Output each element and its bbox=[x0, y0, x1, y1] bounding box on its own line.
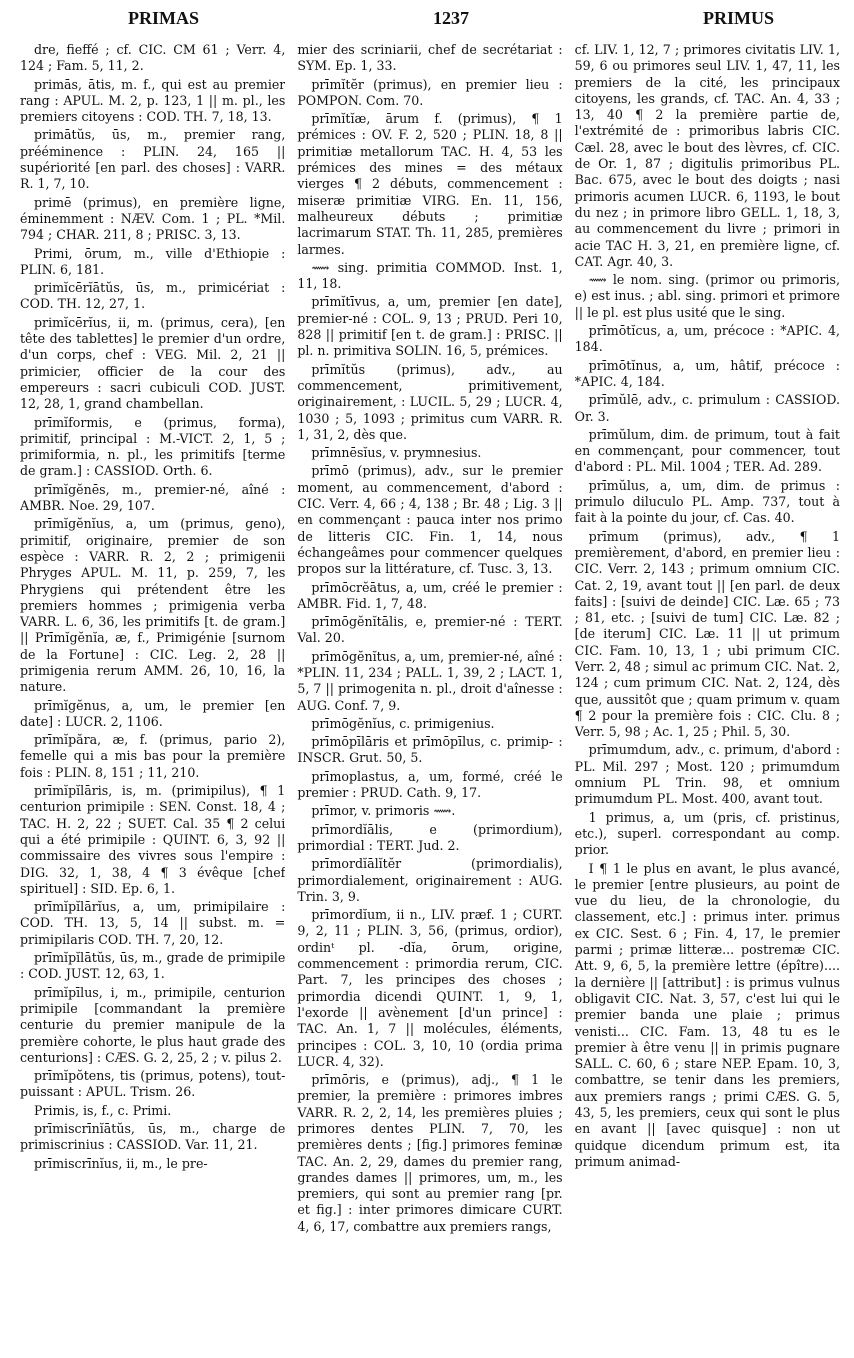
dictionary-entry: prīmŭlum, dim. de primum, tout à fait en commençant, pour commencer, tout d'abord : PL. Mil. 1004 ; TER. Ad. 289. bbox=[574, 426, 840, 475]
dictionary-entry: Primi, ōrum, m., ville d'Ethiopie : PLIN. 6, 181. bbox=[20, 245, 286, 277]
dictionary-entry: prīmordĭālĭtĕr (primordialis), primordialement, originairement : AUG. Trin. 3, 9. bbox=[297, 856, 563, 904]
dictionary-entry: primātŭs, ūs, m., premier rang, prééminence : PLIN. 24, 165 || supériorité [en parl. des choses] : VARR. R. 1, 7, 10. bbox=[20, 127, 286, 192]
dictionary-entry: Primis, is, f., c. Primi. bbox=[34, 1102, 172, 1118]
dictionary-entry: prīmĭtŭs (primus), adv., au commencement, primitivement, originairement, : LUCIL. 5, 29 ; LUCR. 4, 1030 ; 5, 1093 ; primitus cum VARR. R. 1, 31, 2, dès que. bbox=[297, 361, 563, 442]
dictionary-entry: prīmŭlus, a, um, dim. de primus : primulo diluculo PL. Amp. 737, tout à fait à la pointe du jour, cf. Cas. 40. bbox=[574, 477, 840, 526]
dictionary-entry: prīmĭpŏtens, tis (primus, potens), tout-puissant : APUL. Trism. 26. bbox=[20, 1068, 286, 1100]
dictionary-entry: prīmōgĕnĭtālis, e, premier-né : TERT. Val. 20. bbox=[297, 614, 563, 646]
dictionary-entry: prīmĭpĭlātŭs, ūs, m., grade de primipile : COD. JUST. 12, 63, 1. bbox=[20, 950, 286, 982]
dictionary-entry: prīmĭpĭlāris, is, m. (primipilus), ¶ 1 centurion primipile : SEN. Const. 18, 4 ; TAC. H. 2, 22 ; SUET. Cal. 35 ¶ 2 celui qui a été primipile : QUINT. 6, 3, 92 || commissaire des vivres sous l'empire : DIG. 32, 1, 38, 4 ¶ 3 évêque [chef spirituel] : SID. Ep. 6, 1. bbox=[20, 783, 286, 896]
dictionary-entry: prīmordĭum, ii n., LIV. præf. 1 ; CURT. 9, 2, 11 ; PLIN. 3, 56, (primus, ordior), ordinᵗ pl. -dĭa, ōrum, origine, commencement : primordia rerum, CIC. Part. 7, les principes des choses ; primordia dicendi QUINT. 1, 9, 1, l'exorde || avènement [d'un prince] : TAC. An. 1, 7 || molécules, éléments, principes : COL. 3, 10, 10 (ordia prima LUCR. 4, 32). bbox=[297, 907, 563, 1069]
dictionary-entry: prīmōris, e (primus), adj., ¶ 1 le premier, la première : primores imbres VARR. R. 2, 2, 14, les premières pluies ; primores dentes PLIN. 7, 70, les premières dents ; [fig.] primores feminæ TAC. An. 2, 29, dames du premier rang, grandes dames || primores, um, m., les premiers, qui sont au premier rang [pr. et fig.] : inter primores dimicare CURT. 4, 6, 17, combattre aux premiers rangs, bbox=[297, 1072, 563, 1234]
dictionary-entry: prīmŭlē, adv., c. primulum : CASSIOD. Or. 3. bbox=[574, 392, 840, 424]
dictionary-entry: prīmĭgĕnēs, m., premier-né, aîné : AMBR. Noe. 29, 107. bbox=[20, 481, 286, 514]
text-columns bbox=[20, 42, 840, 1352]
page-number: 1237 bbox=[432, 8, 469, 28]
dictionary-entry: prīmĭgĕnus, a, um, le premier [en date] : LUCR. 2, 1106. bbox=[20, 697, 286, 729]
dictionary-entry: prīmōtĭcus, a, um, précoce : *APIC. 4, 184. bbox=[574, 323, 840, 355]
dictionary-entry: prīmnēsĭus, v. prymnesius. bbox=[311, 445, 482, 461]
header-right-guideword: PRIMUS bbox=[702, 8, 774, 28]
dictionary-entry: primĭcērĭātŭs, ūs, m., primicériat : COD. TH. 12, 27, 1. bbox=[20, 280, 286, 312]
dictionary-entry: prīmō (primus), adv., sur le premier moment, au commencement, d'abord : CIC. Verr. 4, 66 ; 4, 138 ; Br. 48 ; Lig. 3 || en commençant : pauca inter nos primo de litteris CIC. Fin. 1, 14, nous échangeâmes pour commencer quelques propos sur la littérature, cf. Tusc. 3, 13. bbox=[297, 463, 563, 577]
dictionary-entry: ⟿ le nom. sing. (primor ou primoris, e) est inus. ; abl. sing. primori et primore || le pl. est plus usité que le sing. bbox=[574, 272, 840, 320]
dictionary-entry: prīmĭpĭlārĭus, a, um, primipilaire : COD. TH. 13, 5, 14 || subst. m. = primipilaris COD. TH. 7, 20, 12. bbox=[20, 899, 286, 947]
dictionary-entry: prīmumdum, adv., c. primum, d'abord : PL. Mil. 297 ; Most. 120 ; primumdum omnium PL Trin. 98, et omnium primumdum PL. Most. 400, avant tout. bbox=[574, 742, 840, 807]
dictionary-entry: prīmōpīlāris et prīmōpīlus, c. primip- : INSCR. Grut. 50, 5. bbox=[297, 734, 563, 766]
dictionary-entry: prīmor, v. primoris ⟿. bbox=[311, 803, 456, 819]
dictionary-entry: prīmum (primus), adv., ¶ 1 premièrement, d'abord, en premier lieu : CIC. Verr. 2, 143 ; primum omnium CIC. Cat. 2, 19, avant tout || [en parl. de deux faits] : [suivi de deinde] CIC. Læ. 65 ; 73 ; 81, etc. ; [suivi de tum] CIC. Læ. 82 ; [de iterum] CIC. Læ. 11 || ut primum CIC. Fam. 10, 13, 1 ; ubi primum CIC. Verr. 2, 48 ; simul ac primum CIC. Nat. 2, 124 ; cum primum CIC. Nat. 2, 124, dès que, aussitôt que ; quam primum v. quam ¶ 2 pour la première fois : CIC. Clu. 8 ; Verr. 5, 98 ; Ac. 1, 25 ; Phil. 5, 30. bbox=[574, 528, 840, 740]
dictionary-entry: I ¶ 1 le plus en avant, le plus avancé, le premier [entre plusieurs, au point de vue du lieu, de la chronologie, du classement, etc.] : primus inter. primus ex CIC. Sest. 6 ; Fin. 4, 17, le premier parmi ; primæ litteræ... postremæ CIC. Att. 9, 6, 5, la première lettre (épître).... la dernière || [attribut] : is primus vulnus obligavit CIC. Nat. 3, 57, c'est lui qui le premier banda une plaie ; primus venisti... CIC. Fam. 13, 48 tu es le premier à être venu || in primis pugnare SALL. C. 60, 6 ; stare NEP. Epam. 10, 3, combattre, se tenir dans les premiers, aux premiers rangs ; primi CÆS. G. 5, 43, 5, les premiers, ceux qui sont le plus en avant || [avec quisque] : non ut quidque dicendum primum est, ita primum animad- bbox=[574, 860, 840, 1169]
dictionary-entry: cf. LIV. 1, 12, 7 ; primores civitatis LIV. 1, 59, 6 ou primores seul LIV. 1, 47, 11, les premiers de la cité, les principaux citoyens, les grands, cf. TAC. An. 4, 33 ; 13, 40 ¶ 2 la première partie de, l'extrémité de : primoribus labris CIC. Cæl. 28, avec le bout des lèvres, cf. CIC. de Or. 1, 87 ; digitulis primoribus PL. Bac. 675, avec le bout des doigts ; nasi primoris acumen LUCR. 6, 1193, le bout du nez ; in primore libro GELL. 1, 18, 3, au commencement du livre ; primori in acie TAC H. 3, 21, en première ligne, cf. CAT. Agr. 40, 3. bbox=[574, 42, 840, 269]
dictionary-entry: prīmiscrīnĭus, ii, m., le pre- bbox=[34, 1155, 208, 1171]
dictionary-entry: prīmiscrīnĭātŭs, ūs, m., charge de primiscrinius : CASSIOD. Var. 11, 21. bbox=[20, 1121, 286, 1153]
dictionary-entry: prīmĭformis, e (primus, forma), primitif, principal : M.-VICT. 2, 1, 5 ; primiformia, n. pl., les primitifs [terme de gram.] : CASSIOD. Orth. 6. bbox=[20, 414, 286, 479]
dictionary-entry: primās, ātis, m. f., qui est au premier rang : APUL. M. 2, p. 123, 1 || m. pl., les premiers citoyens : COD. TH. 7, 18, 13. bbox=[20, 76, 286, 125]
column-left bbox=[20, 42, 285, 1352]
dictionary-entry: prīmĭpăra, æ, f. (primus, pario 2), femelle qui a mis bas pour la première fois : PLIN. 8, 151 ; 11, 210. bbox=[20, 732, 286, 780]
dictionary-entry: prīmoplastus, a, um, formé, créé le premier : PRUD. Cath. 9, 17. bbox=[297, 768, 563, 801]
column-right bbox=[575, 42, 840, 1352]
column-middle bbox=[297, 42, 562, 1352]
dictionary-entry: mier des scriniarii, chef de secrétariat : SYM. Ep. 1, 33. bbox=[297, 42, 563, 74]
dictionary-entry: prīmĭgĕnĭus, a, um (primus, geno), primitif, originaire, premier de son espèce : VARR. R. 2, 2 ; primigenii Phryges APUL. M. 11, p. 259, 7, les Phrygiens qui prétendent être les premiers hommes ; primigenia verba VARR. L. 6, 36, les primitifs [t. de gram.] || Prīmĭgĕnĭa, æ, f., Primigénie [surnom de la Fortune] : CIC. Leg. 2, 28 || primigenia rerum AMM. 26, 10, 16, la nature. bbox=[20, 516, 286, 695]
dictionary-entry: prīmōcrĕātus, a, um, créé le premier : AMBR. Fid. 1, 7, 48. bbox=[297, 579, 563, 611]
dictionary-entry: prīmōtĭnus, a, um, hâtif, précoce : *APIC. 4, 184. bbox=[574, 357, 840, 389]
dictionary-entry: dre, fieffé ; cf. CIC. CM 61 ; Verr. 4, 124 ; Fam. 5, 11, 2. bbox=[20, 42, 286, 74]
dictionary-entry: prīmĭtīvus, a, um, premier [en date], premier-né : COL. 9, 13 ; PRUD. Peri 10, 828 || primitif [en t. de gram.] : PRISC. || pl. n. primitiva SOLIN. 16, 5, prémices. bbox=[297, 294, 563, 359]
dictionary-entry: 1 primus, a, um (pris, cf. pristinus, etc.), superl. correspondant au comp. prior. bbox=[574, 809, 840, 858]
page-header bbox=[20, 8, 840, 42]
header-left-guideword: PRIMAS bbox=[128, 8, 199, 28]
dictionary-entry: prīmōgĕnĭus, c. primigenius. bbox=[311, 715, 495, 731]
dictionary-entry: prīmōgĕnĭtus, a, um, premier-né, aîné : *PLIN. 11, 234 ; PALL. 1, 39, 2 ; LACT. 1, 5, 7 || primogenita n. pl., droit d'aînesse : AUG. Conf. 7, 9. bbox=[297, 648, 563, 713]
dictionary-entry: prīmĭtĭæ, ārum f. (primus), ¶ 1 prémices : OV. F. 2, 520 ; PLIN. 18, 8 || primitiæ metallorum TAC. H. 4, 53 les prémices des mines = des métaux vierges ¶ 2 débuts, commencement : miseræ primitiæ VIRG. En. 11, 156, malheureux débuts ; primitiæ lacrimarum STAT. Th. 11, 285, premières larmes. bbox=[297, 111, 563, 257]
dictionary-entry: prīmĭtĕr (primus), en premier lieu : POMPON. Com. 70. bbox=[297, 76, 563, 108]
dictionary-entry: ⟿ sing. primitia COMMOD. Inst. 1, 11, 18. bbox=[297, 259, 563, 292]
dictionary-entry: prīmĭpīlus, i, m., primipile, centurion primipile [commandant la première centurie du premier manipule de la première cohorte, le plus haut grade des centurions] : CÆS. G. 2, 25, 2 ; v. pilus 2. bbox=[20, 984, 286, 1065]
dictionary-entry: primē (primus), en première ligne, éminemment : NÆV. Com. 1 ; PL. *Mil. 794 ; CHAR. 211, 8 ; PRISC. 3, 13. bbox=[20, 194, 286, 243]
dictionary-entry: primĭcērĭus, ii, m. (primus, cera), [en tête des tablettes] le premier d'un ordre, d'un corps, chef : VEG. Mil. 2, 21 || primicier, officier de la cour des empereurs : sacri cubiculi COD. JUST. 12, 28, 1, grand chambellan. bbox=[20, 314, 286, 412]
dictionary-entry: prīmordĭālis, e (primordium), primordial : TERT. Jud. 2. bbox=[297, 821, 563, 853]
